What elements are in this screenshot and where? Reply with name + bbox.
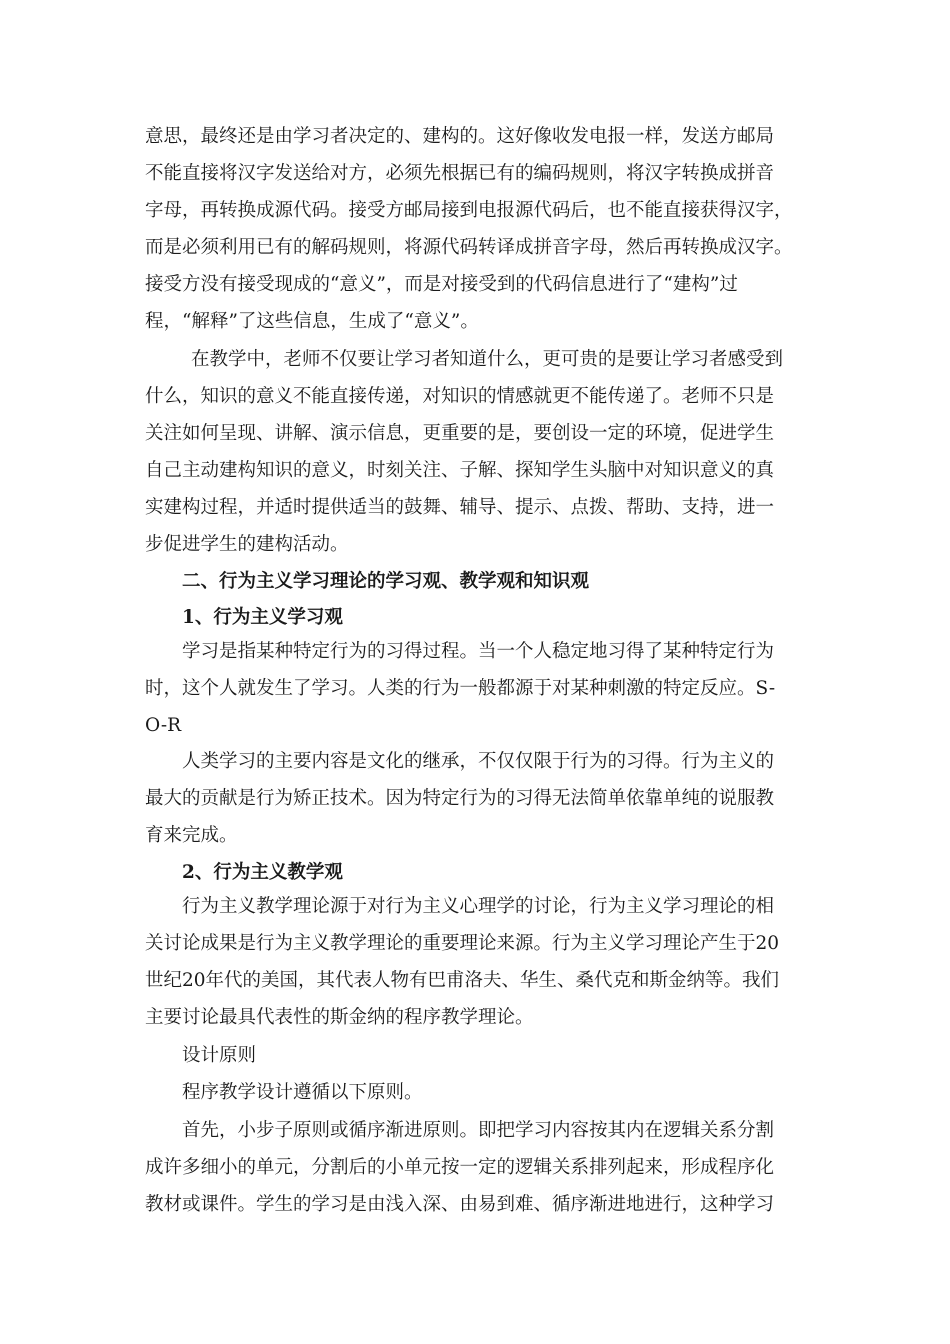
text-line: 人类学习的主要内容是文化的继承，不仅仅限于行为的习得。行为主义的 [182, 751, 775, 772]
text-line: 最大的贡献是行为矫正技术。因为特定行为的习得无法简单依靠单纯的说服教 [145, 788, 775, 809]
text-line: 不能直接将汉字发送给对方，必须先根据已有的编码规则，将汉字转换成拼音 [145, 163, 775, 184]
text-line: 学习是指某种特定行为的习得过程。当一个人稳定地习得了某种特定行为 [182, 641, 775, 662]
text-line: 关讨论成果是行为主义教学理论的重要理论来源。行为主义学习理论产生于20 [145, 933, 780, 954]
text-line: 步促进学生的建构活动。 [145, 534, 349, 555]
text-line: 成许多细小的单元，分割后的小单元按一定的逻辑关系排列起来，形成程序化 [145, 1157, 775, 1178]
subsection-heading: 1、行为主义学习观 [182, 607, 343, 628]
text-line: 实建构过程，并适时提供适当的鼓舞、辅导、提示、点拨、帮助、支持，进一 [145, 497, 775, 518]
text-line: 教材或课件。学生的学习是由浅入深、由易到难、循序渐进地进行，这种学习 [145, 1194, 775, 1215]
text-line: 自己主动建构知识的意义，时刻关注、子解、探知学生头脑中对知识意义的真 [145, 460, 775, 481]
text-line: 什么，知识的意义不能直接传递，对知识的情感就更不能传递了。老师不只是 [145, 386, 775, 407]
text-line: 世纪20年代的美国，其代表人物有巴甫洛夫、华生、桑代克和斯金纳等。我们 [145, 970, 780, 991]
text-line: O-R [145, 715, 182, 736]
text-line: 首先，小步子原则或循序渐进原则。即把学习内容按其内在逻辑关系分割 [182, 1120, 775, 1141]
text-line: 字母，再转换成源代码。接受方邮局接到电报源代码后，也不能直接获得汉字， [145, 200, 793, 221]
text-line: 时，这个人就发生了学习。人类的行为一般都源于对某种刺激的特定反应。S- [145, 678, 776, 699]
text-line: 育来完成。 [145, 825, 238, 846]
section-heading: 二、行为主义学习理论的学习观、教学观和知识观 [182, 571, 590, 592]
text-line: 设计原则 [182, 1045, 257, 1066]
text-line: 在教学中，老师不仅要让学习者知道什么，更可贵的是要让学习者感受到 [191, 349, 784, 370]
text-line: 意思，最终还是由学习者决定的、建构的。这好像收发电报一样，发送方邮局 [145, 126, 775, 147]
text-line: 接受方没有接受现成的“意义”，而是对接受到的代码信息进行了“建构”过 [145, 274, 738, 295]
text-line: 主要讨论最具代表性的斯金纳的程序教学理论。 [145, 1007, 534, 1028]
text-line: 行为主义教学理论源于对行为主义心理学的讨论，行为主义学习理论的相 [182, 896, 775, 917]
text-line: 程，“解释”了这些信息，生成了“意义”。 [145, 311, 479, 332]
subsection-heading: 2、行为主义教学观 [182, 862, 343, 883]
text-line: 而是必须利用已有的解码规则，将源代码转译成拼音字母，然后再转换成汉字。 [145, 237, 793, 258]
text-line: 关注如何呈现、讲解、演示信息，更重要的是，要创设一定的环境，促进学生 [145, 423, 775, 444]
text-line: 程序教学设计遵循以下原则。 [182, 1082, 423, 1103]
